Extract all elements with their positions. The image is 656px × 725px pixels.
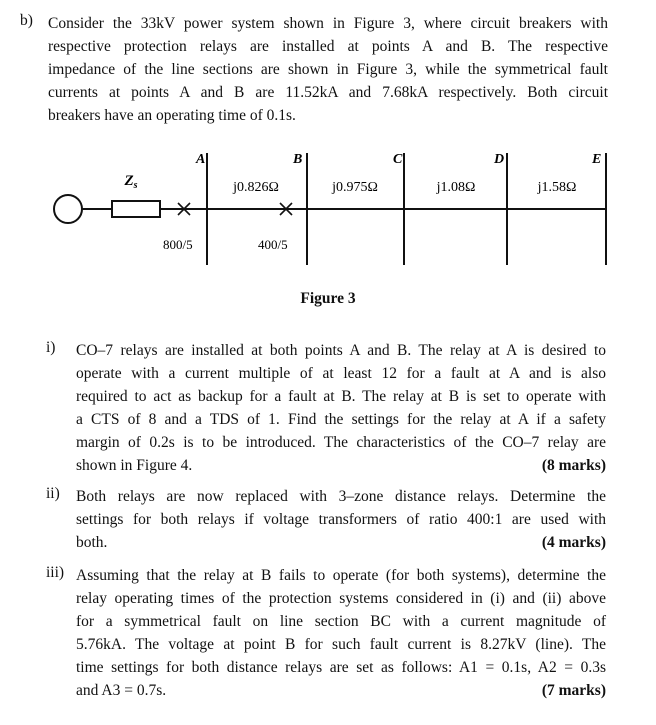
source-impedance-label: $Z_s$ [124,173,138,191]
question-ii-body [76,485,606,554]
source-generator [54,195,82,223]
question-line: 5.76kA. The voltage at point B for such fault current is 8.27kV (line). The [76,636,606,653]
marks-label: (8 marks) [541,457,606,474]
bus-b-label: B [293,152,303,167]
intro-line: breakers have an operating time of 0.1s. [48,107,296,124]
bus-e-label: E [592,152,602,167]
question-line: Assuming that the relay at B fails to operate (for both systems), determine the [76,567,606,584]
question-line: time settings for both distance relays are set as follows: A1 = 0.1s, A2 = 0.3s [76,659,606,676]
bus-c-label: C [393,152,403,167]
question-line-with-marks [76,679,606,702]
impedance-ab: j0.826Ω [233,180,279,195]
marks-label: (4 marks) [541,534,606,551]
intro-line: currents at points A and B are 11.52kA and 7.68kA respectively. Both circuit [48,84,608,101]
question-line: both. [76,534,108,551]
intro-paragraph [48,12,608,127]
question-line-with-marks [76,531,606,554]
bus-d-label: D [494,152,505,167]
intro-line: Consider the 33kV power system shown in Figure 3, where circuit breakers with [48,15,608,32]
question-line: a CTS of 8 and a TDS of 1. Find the settings for the relay at A if a safety [76,411,606,428]
question-line: and A3 = 0.7s. [76,682,167,699]
marks-label: (7 marks) [541,682,606,699]
question-line: relay operating times of the protection systems considered in (i) and (ii) above [76,590,606,607]
question-ii-label: ii) [46,485,60,502]
impedance-bc: j0.975Ω [332,180,378,195]
intro-line: respective protection relays are installed at points A and B. The respective [48,38,608,55]
question-line-with-marks [76,454,606,477]
ct-ratio-b: 400/5 [258,237,288,252]
question-iii-body [76,564,606,702]
question-line: Both relays are now replaced with 3–zone distance relays. Determine the [76,488,606,505]
question-i-body [76,339,606,477]
figure-3-diagram [0,145,656,285]
intro-line: impedance of the line sections are shown in Figure 3, while the symmetrical fault [48,61,608,78]
question-line: settings for both relays if voltage transformers of ratio 400:1 are used with [76,511,606,528]
part-label: b) [20,12,33,29]
impedance-de: j1.58Ω [537,180,577,195]
question-i-label: i) [46,339,56,356]
figure-caption: Figure 3 [300,290,356,307]
question-line: margin of 0.2s is to be introduced. The characteristics of the CO–7 relay are [76,434,606,451]
source-impedance-box [112,201,160,217]
impedance-cd: j1.08Ω [436,180,476,195]
question-line: CO–7 relays are installed at both points A and B. The relay at A is desired to [76,342,606,359]
question-line: shown in Figure 4. [76,457,193,474]
bus-a-label: A [196,152,206,167]
question-line: for a symmetrical fault on line section BC with a current magnitude of [76,613,606,630]
question-line: operate with a current multiple of at least 12 for a fault at A and is also [76,365,606,382]
question-iii-label: iii) [46,564,65,581]
question-line: required to act as backup for a fault at B. The relay at B is set to operate with [76,388,606,405]
ct-ratio-a: 800/5 [163,237,193,252]
